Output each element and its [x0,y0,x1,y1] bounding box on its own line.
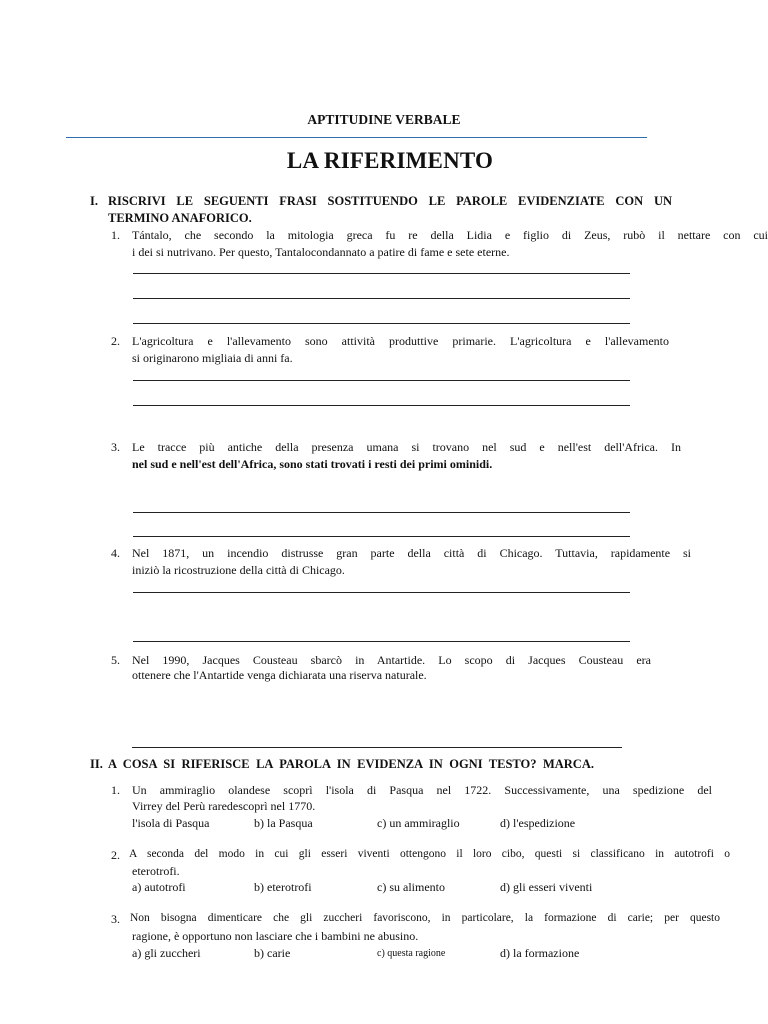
question-text-line2: ragione, è opportuno non lasciare che i bambini ne abusino. [132,929,419,943]
item-number: 5. [111,653,120,667]
question-text-line1: Un ammiraglio olandese scoprì l'isola di Pasqua nel 1722. Successivamente, una spedizione del [132,783,712,797]
option-d[interactable]: d) gli esseri viventi [500,880,593,894]
question-text-line1: Non bisogna dimenticare che gli zuccheri favoriscono, in particolare, la formazione di carie; per questo [130,912,720,924]
option-c[interactable]: c) un ammiraglio [377,816,460,830]
page-title: LA RIFERIMENTO [286,148,494,173]
answer-line[interactable] [133,323,630,324]
answer-line[interactable] [133,405,630,406]
option-b[interactable]: b) la Pasqua [254,816,313,830]
item-number: 4. [111,546,120,560]
answer-line[interactable] [133,592,630,593]
item-number: 1. [111,228,120,242]
question-text-line2: Virrey del Perù raredescoprì nel 1770. [132,799,316,813]
header-divider [66,137,647,138]
page-subtitle: APTITUDINE VERBALE [307,112,461,127]
question-number: 3. [111,912,120,926]
answer-line[interactable] [133,512,630,513]
option-c[interactable]: c) su alimento [377,880,445,894]
answer-line[interactable] [133,641,630,642]
item-number: 2. [111,334,120,348]
item-text-line1: Le tracce più antiche della presenza umana si trovano nel sud e nell'est dell'Africa. In [132,440,681,454]
item-text-line1: Nel 1871, un incendio distrusse gran parte della città di Chicago. Tuttavia, rapidamente si [132,546,691,560]
answer-line[interactable] [133,273,630,274]
question-text-line2: eterotrofi. [132,864,180,878]
option-d[interactable]: d) la formazione [500,946,580,960]
item-text-line2: si originarono migliaia di anni fa. [132,351,293,365]
answer-line[interactable] [133,536,630,537]
item-text-line2: iniziò la ricostruzione della città di Chicago. [132,563,345,577]
question-text-line1: A seconda del modo in cui gli esseri viventi ottengono il loro cibo, questi si classificano in autotrofi o [129,848,730,860]
item-text-line1: L'agricoltura e l'allevamento sono attività produttive primarie. L'agricoltura e l'allevamento [132,334,669,348]
item-text-line1: Tántalo, che secondo la mitologia greca fu re della Lidia e figlio di Zeus, rubò il nettare con cui [132,228,768,242]
option-a[interactable]: a) autotrofi [132,880,186,894]
answer-line[interactable] [133,380,630,381]
option-d[interactable]: d) l'espedizione [500,816,576,830]
section-2-heading: A COSA SI RIFERISCE LA PAROLA IN EVIDENZA IN OGNI TESTO? MARCA. [108,757,594,771]
option-a[interactable]: l'isola di Pasqua [132,816,210,830]
item-number: 3. [111,440,120,454]
question-number: 2. [111,848,120,862]
section-1-heading-line1: RISCRIVI LE SEGUENTI FRASI SOSTITUENDO LE PAROLE EVIDENZIATE CON UN [108,194,672,208]
section-1-heading-line2: TERMINO ANAFORICO. [108,211,252,225]
item-text-line2: nel sud e nell'est dell'Africa, sono stati trovati i resti dei primi ominidi. [132,457,493,471]
item-text-line1: Nel 1990, Jacques Cousteau sbarcò in Antartide. Lo scopo di Jacques Cousteau era [132,653,651,667]
answer-line[interactable] [132,747,622,748]
item-text-line2: ottenere che l'Antartide venga dichiarata una riserva naturale. [132,668,427,682]
option-a[interactable]: a) gli zuccheri [132,946,201,960]
option-b[interactable]: b) carie [254,946,291,960]
option-b[interactable]: b) eterotrofi [254,880,312,894]
section-2-number: II. [90,757,103,771]
question-number: 1. [111,783,120,797]
section-1-number: I. [90,194,98,208]
option-c[interactable]: c) questa ragione [377,948,446,959]
answer-line[interactable] [133,298,630,299]
item-text-line2: i dei si nutrivano. Per questo, Tantalocondannato a patire di fame e sete eterne. [132,245,510,259]
